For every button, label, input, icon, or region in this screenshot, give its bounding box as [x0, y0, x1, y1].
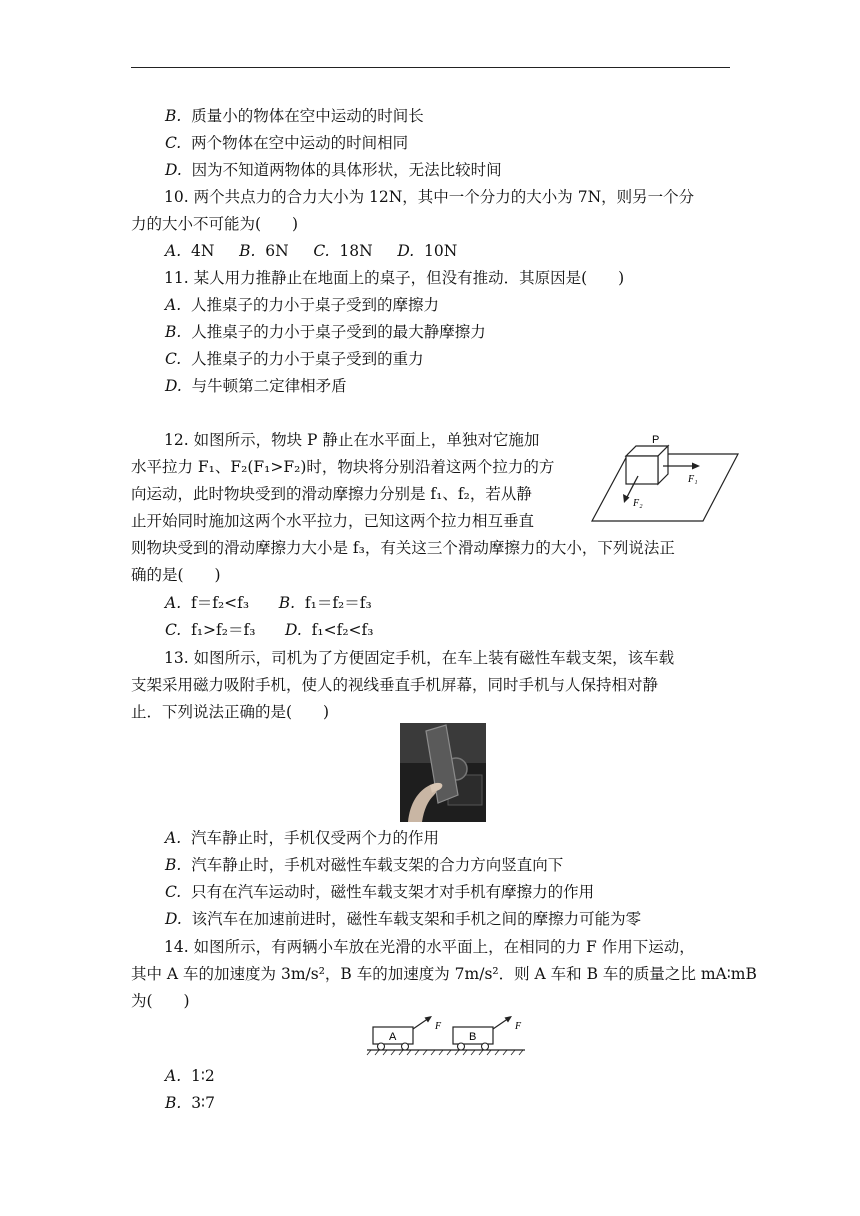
q11-option-b [165, 322, 486, 342]
option-text: 3∶7 [191, 1094, 215, 1112]
q14-option-a [165, 1066, 215, 1086]
cart-b-label: B [469, 1031, 477, 1043]
option-text: 因为不知道两物体的具体形状，无法比较时间 [191, 161, 502, 179]
option-letter: A. [165, 242, 182, 260]
option-text: f＝f₂<f₃ [190, 594, 250, 612]
option-letter: B. [239, 242, 256, 260]
option-letter: B. [165, 323, 182, 341]
option-letter: D. [165, 161, 182, 179]
f1-arrow-head [692, 463, 700, 470]
q13-option-c [165, 882, 594, 902]
q9-option-c [165, 133, 408, 153]
q13-option-d [165, 909, 641, 929]
q9-option-b [165, 106, 424, 126]
option-letter: C. [313, 242, 330, 260]
option-letter: D. [165, 910, 182, 928]
option-text: 人推桌子的力小于桌子受到的最大静摩擦力 [191, 323, 486, 341]
q10-options [165, 241, 457, 261]
header-rule [131, 67, 730, 68]
q12-options-cd [165, 620, 374, 640]
block-label: P [652, 434, 660, 446]
option-text: 4N [190, 242, 215, 260]
option-letter: B. [165, 856, 182, 874]
q13-stem-line2: 支架采用磁力吸附手机，使人的视线垂直手机屏幕，同时手机与人保持相对静 [131, 676, 659, 694]
phone-mount-photo-drawing [400, 723, 486, 822]
option-text: 与牛顿第二定律相矛盾 [191, 377, 347, 395]
option-letter: B. [165, 1094, 182, 1112]
cart-a-wheel [402, 1043, 409, 1050]
force-b-label: F [515, 1021, 522, 1032]
q12-stem-line5: 则物块受到的滑动摩擦力大小是 f₃，有关这三个滑动摩擦力的大小，下列说法正 [131, 539, 675, 557]
q11-option-a [165, 295, 439, 315]
option-letter: C. [165, 350, 182, 368]
option-text: 18N [339, 242, 373, 260]
f1-label: F₁ [688, 474, 698, 485]
force-arrow-b-head [505, 1016, 513, 1023]
q14-stem-line1: 14. 如图所示，有两辆小车放在光滑的水平面上，在相同的力 F 作用下运动， [164, 938, 695, 956]
block-front-face [626, 456, 658, 484]
option-letter: D. [165, 377, 182, 395]
q11-option-c [165, 349, 424, 369]
q12-stem-line2: 水平拉力 F₁、F₂(F₁>F₂)时，物块将分别沿着这两个拉力的方 [131, 458, 555, 476]
option-text: 6N [265, 242, 289, 260]
cart-a-wheel [378, 1043, 385, 1050]
q14-stem-line2: 其中 A 车的加速度为 3m/s²，B 车的加速度为 7m/s²．则 A 车和 B 车的质量之比 mA∶mB [131, 965, 757, 983]
option-text: 汽车静止时，手机仅受两个力的作用 [190, 829, 439, 847]
option-text: 10N [424, 242, 458, 260]
option-letter: A. [165, 594, 182, 612]
cart-b-wheel [458, 1043, 465, 1050]
option-letter: A. [165, 829, 182, 847]
option-text: 人推桌子的力小于桌子受到的摩擦力 [190, 296, 439, 314]
option-letter: B. [165, 107, 182, 125]
block-on-plane-figure [588, 426, 743, 526]
q12-options-ab [165, 593, 372, 613]
q9-option-d [165, 160, 502, 180]
cart-a-label: A [389, 1031, 397, 1043]
q13-stem-line1: 13. 如图所示，司机为了方便固定手机，在车上装有磁性车载支架，该车载 [164, 649, 675, 667]
q13-stem-line3: 止．下列说法正确的是( ) [131, 703, 330, 721]
cart-b-wheel [482, 1043, 489, 1050]
option-text: 两个物体在空中运动的时间相同 [191, 134, 409, 152]
option-letter: D. [285, 621, 302, 639]
option-letter: A. [165, 1067, 182, 1085]
option-letter: A. [165, 296, 182, 314]
option-text: 该汽车在加速前进时，磁性车载支架和手机之间的摩擦力可能为零 [191, 910, 642, 928]
two-carts-figure [365, 1015, 530, 1057]
q11-stem: 11. 某人用力推静止在地面上的桌子，但没有推动．其原因是( ) [164, 269, 625, 287]
option-letter: C. [165, 883, 182, 901]
option-text: 汽车静止时，手机对磁性车载支架的合力方向竖直向下 [191, 856, 564, 874]
q12-stem-line4: 止开始同时施加这两个水平拉力，已知这两个拉力相互垂直 [131, 512, 535, 530]
q13-option-a [165, 828, 439, 848]
ground-hatching [367, 1050, 523, 1055]
q14-option-b [165, 1093, 215, 1113]
option-text: 人推桌子的力小于桌子受到的重力 [191, 350, 424, 368]
q13-option-b [165, 855, 563, 875]
phone-mount-photo [400, 723, 486, 822]
q12-stem-line6: 确的是( ) [131, 566, 221, 584]
option-text: f₁>f₂＝f₃ [191, 621, 256, 639]
option-text: 只有在汽车运动时，磁性车载支架才对手机有摩擦力的作用 [191, 883, 595, 901]
option-letter: D. [397, 242, 415, 260]
force-a-label: F [435, 1021, 442, 1032]
q14-stem-line3: 为( ) [131, 992, 190, 1010]
option-text: f₁＝f₂＝f₃ [304, 594, 372, 612]
force-arrow-a-head [425, 1016, 433, 1023]
option-letter: C. [165, 134, 182, 152]
q11-option-d [165, 376, 347, 396]
q10-stem-line1: 10. 两个共点力的合力大小为 12N，其中一个分力的大小为 7N，则另一个分 [164, 188, 695, 206]
option-text: f₁<f₂<f₃ [311, 621, 374, 639]
option-text: 1∶2 [190, 1067, 215, 1085]
option-letter: B. [278, 594, 296, 612]
q10-stem-line2: 力的大小不可能为( ) [131, 215, 299, 233]
q12-stem-line3: 向运动，此时物块受到的滑动摩擦力分别是 f₁、f₂，若从静 [131, 485, 532, 503]
option-text: 质量小的物体在空中运动的时间长 [191, 107, 424, 125]
q12-stem-line1: 12. 如图所示，物块 P 静止在水平面上，单独对它施加 [164, 431, 540, 449]
option-letter: C. [165, 621, 182, 639]
f2-label: F₂ [633, 498, 643, 509]
